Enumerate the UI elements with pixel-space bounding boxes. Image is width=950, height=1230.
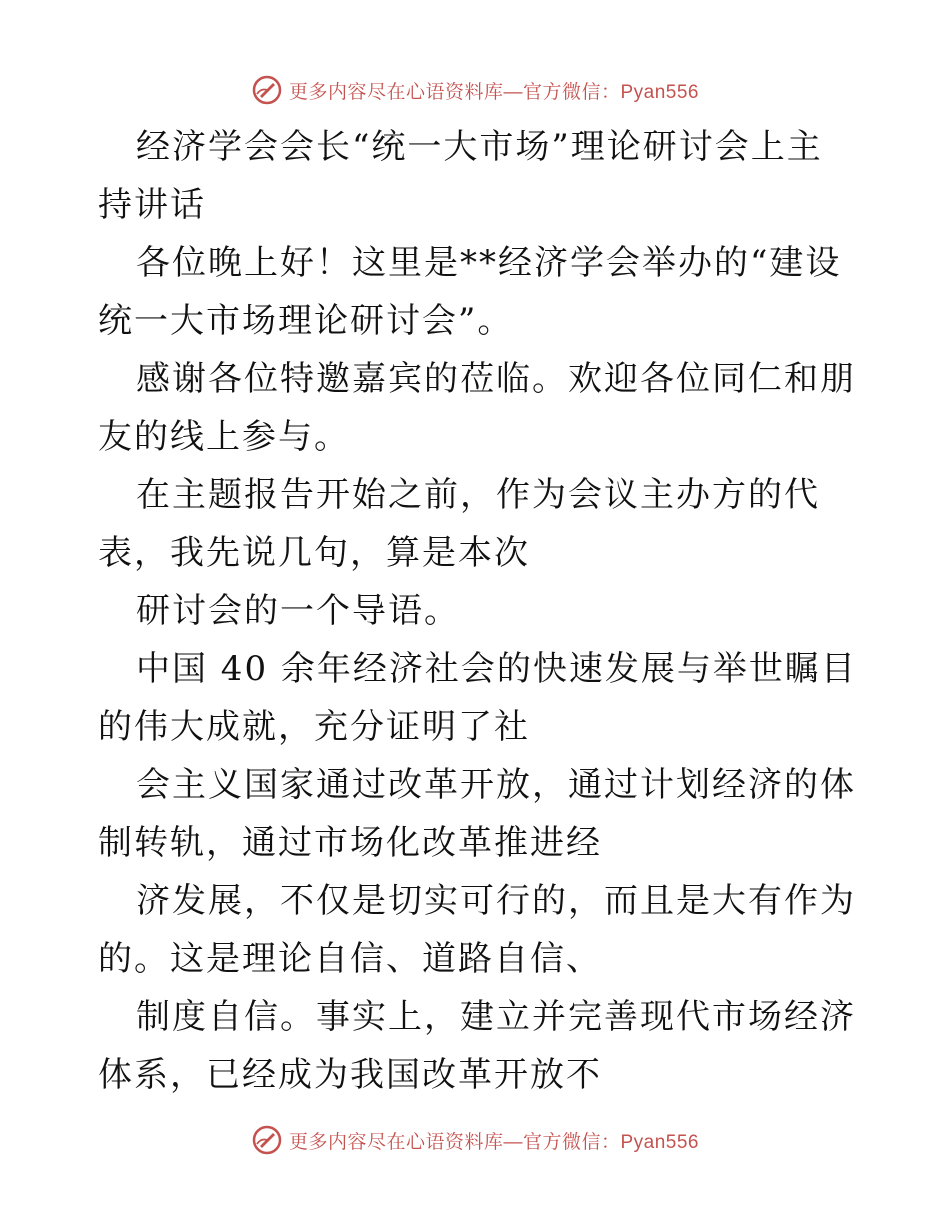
footer-watermark-text: 更多内容尽在心语资料库—官方微信：Pyan556 xyxy=(288,1131,699,1153)
pen-swirl-icon xyxy=(251,1124,283,1156)
paragraph: 会主义国家通过改革开放，通过计划经济的体制转轨，通过市场化改革推进经 xyxy=(98,765,856,863)
paragraph: 在主题报告开始之前，作为会议主办方的代表，我先说几句，算是本次 xyxy=(98,475,820,573)
paragraph: 感谢各位特邀嘉宾的莅临。欢迎各位同仁和朋友的线上参与。 xyxy=(98,359,856,457)
header-watermark-text: 更多内容尽在心语资料库—官方微信：Pyan556 xyxy=(288,81,699,103)
footer-watermark xyxy=(0,1120,950,1160)
header-watermark xyxy=(0,70,950,110)
document-title-paragraph: 经济学会会长“统一大市场”理论研讨会上主持讲话 xyxy=(98,127,823,225)
document-body xyxy=(98,118,858,1104)
paragraph: 济发展，不仅是切实可行的，而且是大有作为的。这是理论自信、道路自信、 xyxy=(98,881,856,979)
paragraph: 研讨会的一个导语。 xyxy=(136,591,460,631)
pen-swirl-icon xyxy=(251,74,283,106)
paragraph: 各位晚上好！这里是**经济学会举办的“建设统一大市场理论研讨会”。 xyxy=(98,243,842,341)
paragraph: 中国 40 余年经济社会的快速发展与举世瞩目的伟大成就，充分证明了社 xyxy=(98,649,857,747)
paragraph: 制度自信。事实上，建立并完善现代市场经济体系，已经成为我国改革开放不 xyxy=(98,997,856,1095)
